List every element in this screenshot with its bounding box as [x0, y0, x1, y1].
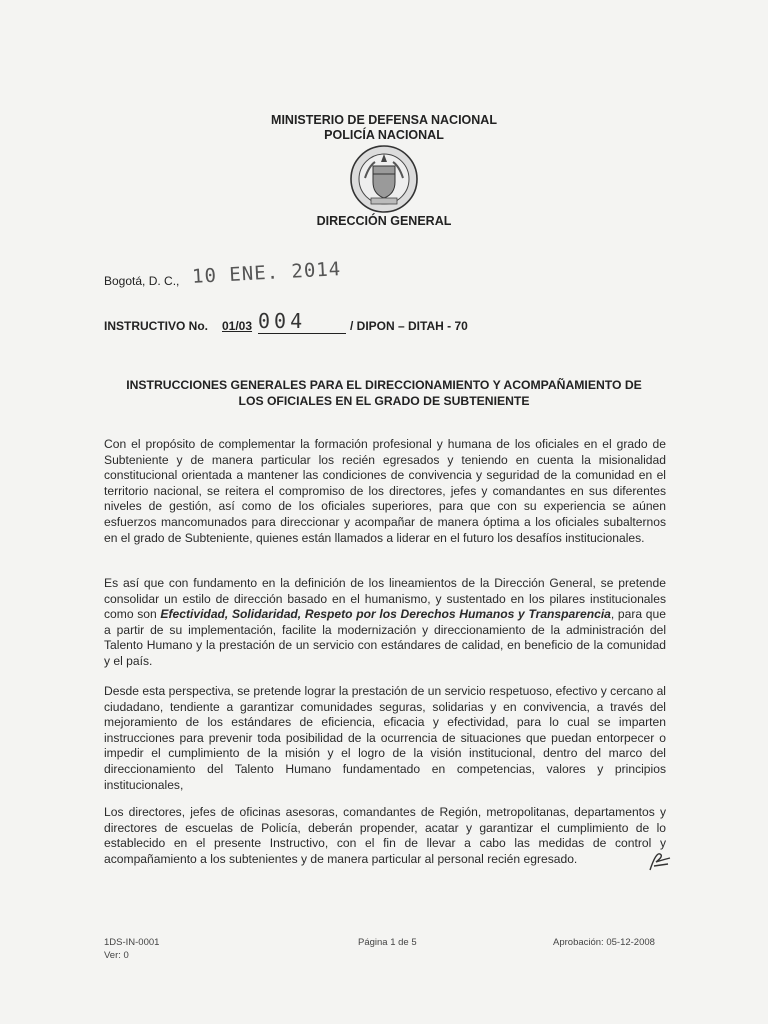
- instructivo-suffix: / DIPON – DITAH - 70: [350, 319, 468, 333]
- title-line-1: INSTRUCCIONES GENERALES PARA EL DIRECCIONAMIENTO Y ACOMPAÑAMIENTO DE: [126, 378, 642, 392]
- instructivo-label: INSTRUCTIVO No.: [104, 319, 208, 333]
- footer-code: 1DS-IN-0001: [104, 937, 160, 948]
- footer-page: Página 1 de 5: [358, 937, 417, 948]
- paragraph-2: [104, 576, 666, 670]
- document-title: [100, 377, 668, 409]
- ministry-heading: MINISTERIO DE DEFENSA NACIONAL: [271, 113, 497, 127]
- instructivo-handwritten-number: 004: [258, 309, 307, 333]
- title-line-2: LOS OFICIALES EN EL GRADO DE SUBTENIENTE: [238, 394, 530, 408]
- direction-heading: DIRECCIÓN GENERAL: [316, 214, 452, 228]
- paragraph-4: Los directores, jefes de oficinas asesoras, comandantes de Región, metropolitanas, departamentos y directores de escuelas de Policía, deberán propender, acatar y garantizar el cumplimiento de lo establecido en el presente Instructivo, con el fin de llevar a cabo las medidas de control y acompañamiento a los subtenientes y de manera particular al personal recién egresado.: [104, 805, 666, 866]
- national-police-seal-icon: [349, 144, 419, 214]
- instructivo-number: 01/03: [222, 319, 253, 333]
- paragraph-2-emphasis: Efectividad, Solidaridad, Respeto por los Derechos Humanos y Transparencia: [160, 607, 611, 622]
- number-underline: [258, 333, 346, 334]
- paragraph-2-text-c: , para que a partir de su implementación, facilite la modernización y direccionamiento de la administración del Talento Humano y la prestación de un servicio con estándares de calidad, en beneficio de la comunidad y el país.: [104, 607, 666, 668]
- place-label: Bogotá, D. C.,: [104, 274, 180, 288]
- paragraph-3: Desde esta perspectiva, se pretende lograr la prestación de un servicio respetuoso, efectivo y cercano al ciudadano, tendiente a garantizar comunidades seguras, solidarias y en convivencia, a través del mejoramiento de los estándares de eficiencia, eficacia y efectividad, para lo cual se imparten instrucciones para prevenir toda posibilidad de la ocurrencia de situaciones que puedan entorpecer o impedir el cumplimiento de la misión y el logro de la visión institucional, dentro del marco del direccionamiento del Talento Humano fundamentado en competencias, valores y principios institucionales,: [104, 684, 666, 792]
- paragraph-2-text-a: Es así que con fundamento en la definición de los lineamientos de la Dirección General, se pretende consolidar un estilo de dirección basado en el humanismo, y sustentado en los pilares institucionales como son: [104, 576, 666, 622]
- paragraph-1: Con el propósito de complementar la formación profesional y humana de los oficiales en el grado de Subteniente y de manera particular los recién egresados y teniendo en cuenta la misionalidad constitucional orientada a mantener las condiciones de convivencia y seguridad de la comunidad en el territorio nacional, se reitera el compromiso de los directores, jefes y comandantes en sus diferentes niveles de gestión, así como de los oficiales superiores, para que con su experiencia se aúnen esfuerzos mancomunados para direccionar y acompañar de manera óptima a los oficiales subalternos en el grado de Subteniente, quienes están llamados a liderar en el futuro los desafíos institucionales.: [104, 437, 666, 545]
- police-heading: POLICÍA NACIONAL: [324, 128, 444, 142]
- footer-approval: Aprobación: 05-12-2008: [553, 937, 655, 948]
- initials-signature-icon: [646, 848, 674, 874]
- date-stamp: 10 ENE. 2014: [191, 258, 342, 288]
- footer-version: Ver: 0: [104, 950, 129, 961]
